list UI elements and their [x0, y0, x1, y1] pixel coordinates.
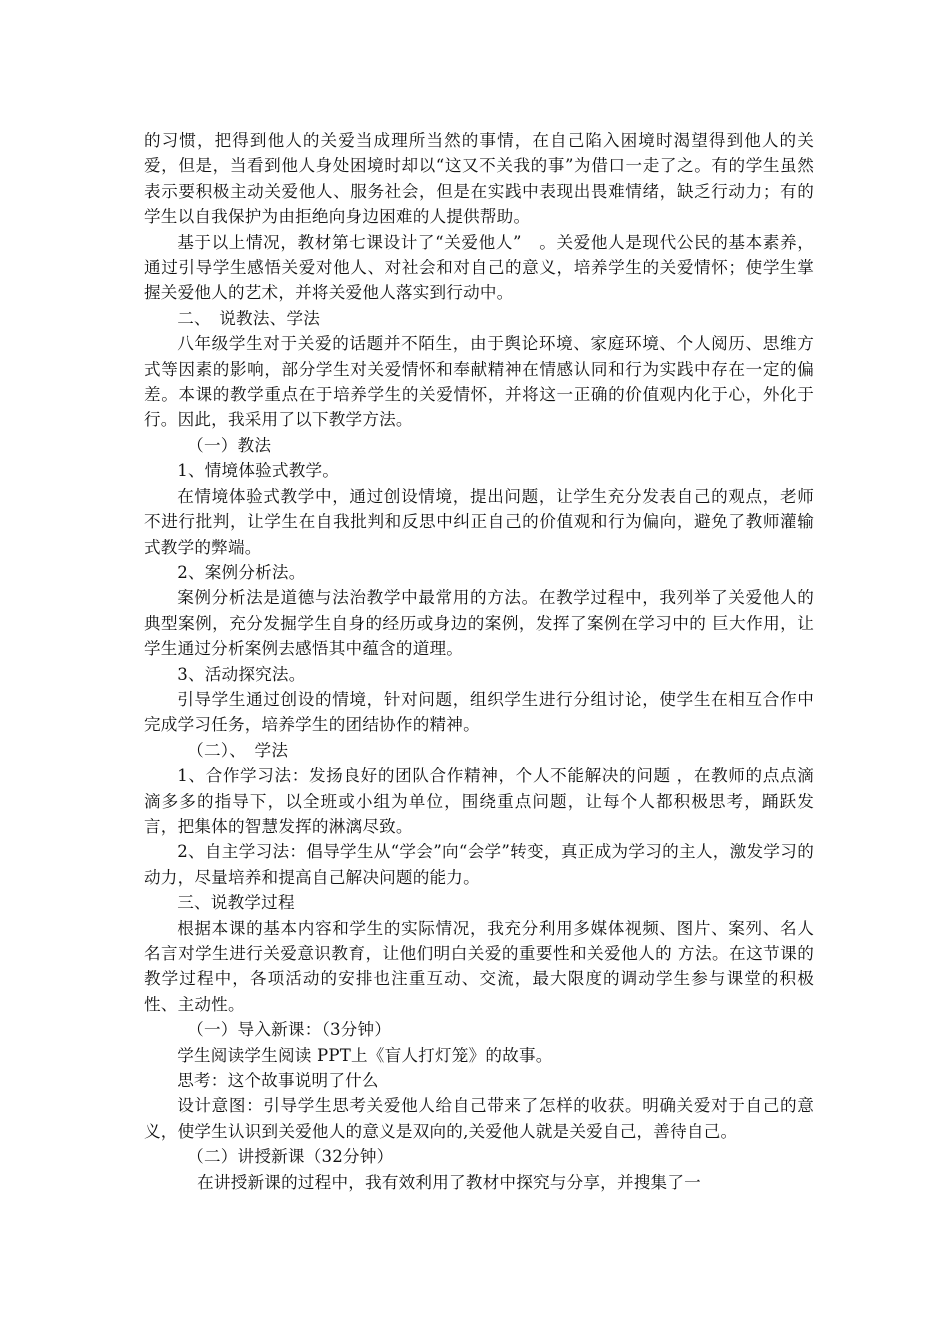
- paragraph: 在情境体验式教学中，通过创设情境，提出问题，让学生充分发表自己的观点，老师不进行批判，让学生在自我批判和反思中纠正自己的价值观和行为偏向，避免了教师灌输式教学的弊端。: [144, 486, 814, 557]
- item-heading: 3、活动探究法。: [177, 664, 306, 684]
- paragraph: 学生阅读学生阅读 PPT上《盲人打灯笼》的故事。: [177, 1045, 553, 1065]
- subsection-heading: （一）教法: [187, 435, 272, 455]
- paragraph: 八年级学生对于关爱的话题并不陌生，由于舆论环境、家庭环境、个人阅历、思维方式等因素的影响，部分学生对关爱情怀和奉献精神在情感认同和行为实践中存在一定的偏差。本课的教学重点在于培养学生的关爱情怀，并将这一正确的价值观内化于心，外化于行。因此，我采用了以下教学方法。: [144, 334, 814, 430]
- paragraph: 设计意图：引导学生思考关爱他人给自己带来了怎样的收获。明确关爱对于自己的意义，使学生认识到关爱他人的意义是双向的,关爱他人就是关爱自己，善待自己。: [144, 1096, 814, 1141]
- paragraph: 1、合作学习法：发扬良好的团队合作精神，个人不能解决的问题 ，在教师的点点滴滴多多的指导下，以全班或小组为单位，围绕重点问题，让每个人都积极思考，踊跃发言，把集体的智慧发挥的淋漓尽致。: [144, 766, 814, 836]
- paragraph: 基于以上情况，教材第七课设计了“关爱他人” 。关爱他人是现代公民的基本素养，通过引导学生感悟关爱对他人、对社会和对自己的意义，培养学生的关爱情怀；使学生掌握关爱他人的艺术，并将关爱他人落实到行动中。: [144, 232, 814, 303]
- subsection-heading: （二）讲授新课（32分钟）: [187, 1147, 394, 1167]
- paragraph: 根据本课的基本内容和学生的实际情况，我充分利用多媒体视频、图片、案列、名人名言对学生进行关爱意识教育，让他们明白关爱的重要性和关爱他人的 方法。在这节课的教学过程中，各项活动的安排也注重互动、交流，最大限度的调动学生参与课堂的积极性、主动性。: [144, 918, 814, 1014]
- item-heading: 2、案例分析法。: [177, 562, 306, 582]
- paragraph: 2、自主学习法：倡导学生从“学会”向“会学”转变，真正成为学习的主人，激发学习的 动力，尽量培养和提高自己解决问题的能力。: [144, 842, 814, 887]
- paragraph: 思考：这个故事说明了什么: [177, 1071, 379, 1091]
- paragraph: 的习惯，把得到他人的关爱当成理所当然的事情，在自己陷入困境时渴望得到他人的关爱，但是，当看到他人身处困境时却以“这又不关我的事”为借口一走了之。有的学生虽然表示要积极主动关爱他人、服务社会，但是在实践中表现出畏难情绪，缺乏行动力；有的学生以自我保护为由拒绝向身边困难的人提供帮助。: [144, 131, 814, 227]
- subsection-heading: （二）、 学法: [187, 740, 289, 760]
- document-body: [144, 128, 814, 1195]
- section-heading: 二、 说教法、学法: [177, 308, 321, 328]
- section-heading: 三、说教学过程: [177, 893, 295, 913]
- subsection-heading: （一）导入新课：（3分钟）: [187, 1020, 392, 1040]
- item-heading: 1、情境体验式教学。: [177, 461, 340, 481]
- paragraph: 案例分析法是道德与法治教学中最常用的方法。在教学过程中，我列举了关爱他人的典型案例，充分发掘学生自身的经历或身边的案例，发挥了案例在学习中的 巨大作用，让学生通过分析案例去感悟其中蕴含的道理。: [144, 588, 814, 659]
- paragraph: 在讲授新课的过程中，我有效利用了教材中探究与分享，并搜集了一: [197, 1172, 701, 1192]
- paragraph: 引导学生通过创设的情境，针对问题，组织学生进行分组讨论，使学生在相互合作中完成学习任务，培养学生的团结协作的精神。: [144, 689, 814, 735]
